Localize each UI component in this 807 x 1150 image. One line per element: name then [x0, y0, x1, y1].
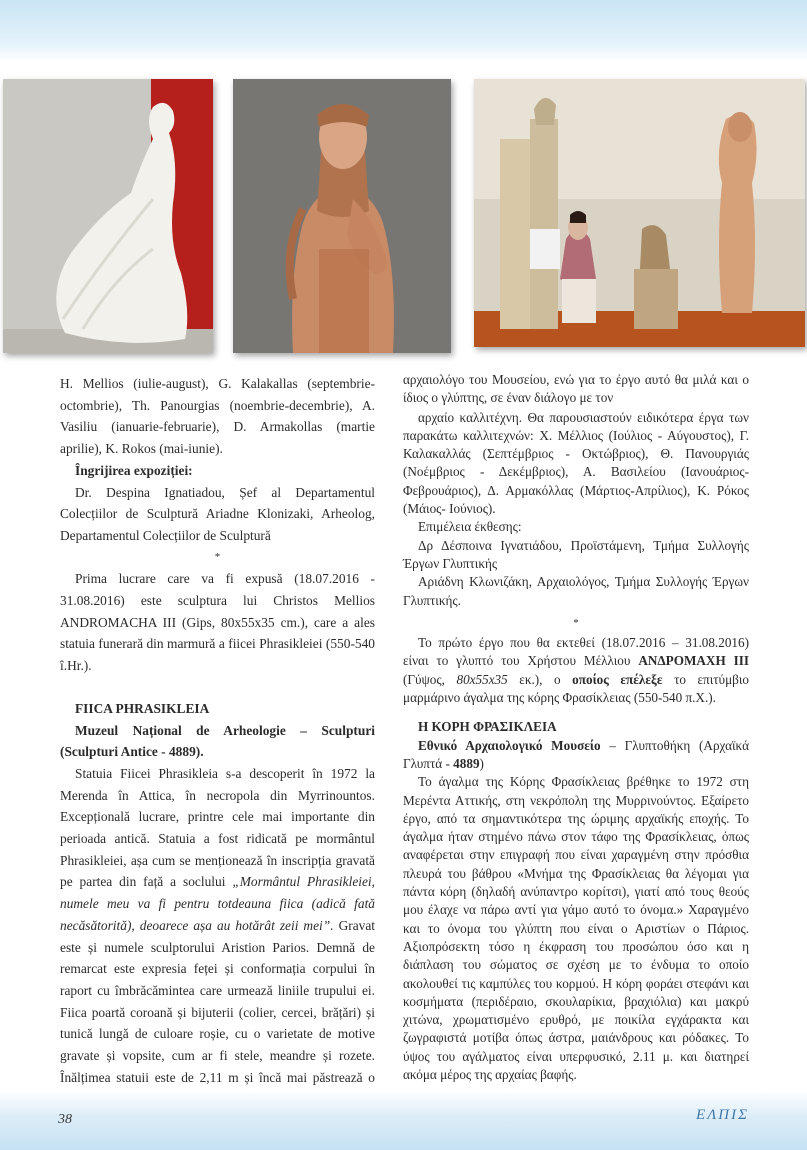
page-number: 38	[58, 1112, 72, 1127]
care-heading-el: Επιμέλεια έκθεσης:	[418, 519, 522, 535]
care-text-el-2: Αριάδνη Κλωνιζάκη, Αρχαιολόγος, Τμήμα Συλλογής Έργων Γλυπτικής.	[403, 574, 749, 608]
title-el: Η ΚΟΡΗ ΦΡΑΣΙΚΛΕΙΑ	[418, 719, 557, 735]
care-heading-ro: Îngrijirea expoziției:	[75, 462, 193, 478]
greek-intro: αρχαιολόγο του Μουσείου, ενώ για το έργο αυτό θα μιλά και ο ίδιος ο γλύπτης, σε έναν διάλογο με τον	[403, 372, 749, 406]
top-decorative-band	[0, 0, 807, 62]
photo-kore-statue	[233, 79, 451, 353]
care-text-ro: Dr. Despina Ignatiadou, Șef al Departamentul Colecțiilor de Sculptură Ariadne Klonizaki, Arheolog, Departamentul Colecțiilor de Sculptură	[60, 484, 375, 543]
magazine-title: ΕΛΠΙΣ	[696, 1107, 749, 1123]
separator-star-ro: *	[214, 550, 221, 563]
photo-white-sculpture	[3, 79, 213, 353]
title-ro: FIICA PHRASIKLEIA	[75, 700, 210, 716]
museum-ro: Muzeul Național de Arheologie – Sculpturi (Sculpturi Antice - 4889).	[60, 722, 375, 760]
greek-column	[403, 371, 749, 1084]
body-ro: Statuia Fiicei Phrasikleia s-a descoperit în 1972 la Merenda în Attica, în necropola din Myrrinountos. Excepțională lucrare, printre cele mai importante din perioada antică. Statuia a fost ridicată pe mormântul Phrasikleiei, așa cum se menționează în inscripția gravată pe partea din față a soclului „Mormântul Phrasikleiei, numele meu va fi pentru totdeauna fiica (adică fată necăsătorită), deoarece așa au hotărât zeii mei”. Gravat este și numele sculptorului Aristion Parios. Demnă de remarcat este expresia feței și conformația corpului în raport cu îmbrăcămintea care urmează liniile trupului ei. Fiica poartă coroană și bijuterii (colier, cercei, brățări) și tunică lungă de culoare roșie, cu o varietate de motive gravate și vopsite, cum ar fi stele, meandre și rozete. Înălțimea statuii este de 2,11 m și încă mai păstrează o	[60, 765, 376, 1085]
artists-schedule-ro: H. Mellios (iulie-august), G. Kalakallas (septembrie-octombrie), Th. Panourgias (noembrie-decembrie), A. Vasiliu (ianuarie-februarie), D. Armakollas (martie aprilie), K. Rokos (mai-iunie).	[60, 376, 375, 457]
museum-el: Εθνικό Αρχαιολογικό Μουσείο – Γλυπτοθήκη (Αρχαϊκά Γλυπτά - 4889)	[403, 737, 749, 771]
care-text-el-1: Δρ Δέσποινα Ιγνατιάδου, Προϊστάμενη, Τμήμα Συλλογής Έργων Γλυπτικής	[403, 537, 749, 571]
separator-star-el: *	[573, 616, 579, 629]
first-work-el: Το πρώτο έργο που θα εκτεθεί (18.07.2016 – 31.08.2016) είναι το γλυπτό του Χρήστου Μέλλιου ΑΝΔΡΟΜΑΧΗ ΙΙΙ (Γύψος, 80x55x35 εκ.), ο οποίος επέλεξε το επιτύμβιο μαρμάρινο άγαλμα της κόρης Φρασίκλειας (550-540 π.Χ.).	[403, 635, 750, 706]
artists-schedule-el: αρχαίο καλλιτέχνη. Θα παρουσιαστούν ειδικότερα έργα των παρακάτω καλλιτεχνών: Χ. Μέλλιος (Ιούλιος - Αύγουστος), Γ. Καλακαλλάς (Σεπτέμβριος - Οκτώβριος), Θ. Πανουργιάς (Νοέμβριος - Δεκέμβριος), Α. Βασιλείου (Ιανουάριος- Φεβρουάριος), Δ. Αρμακόλλας (Μάρτιος-Απρίλιος), Κ. Ρόκος (Μάιος- Ιούνιος).	[403, 409, 749, 517]
bottom-decorative-band	[0, 1090, 807, 1150]
first-work-ro: Prima lucrare care va fi expusă (18.07.2016 - 31.08.2016) este sculptura lui Christos Mellios ANDROMACHA III (Gips, 80x55x35 cm.), care a ales statuia funerară din marmură a fiicei Phrasikleiei (550-540 î.Hr.).	[60, 571, 375, 674]
photo-museum-presentation	[474, 79, 805, 347]
body-el: Το άγαλμα της Κόρης Φρασίκλειας βρέθηκε το 1972 στη Μερέντα Αττικής, στη νεκρόπολη της Μυρρινούντος. Εξαίρετο έργο, από τα σημαντικότερα της ώριμης αρχαϊκής εποχής. Το άγαλμα ήταν στημένο πάνω στον τάφο της Φρασίκλειας, όπως αναφέρεται στην επιγραφή που είναι χαραγμένη στην πρόσθια πλευρά του βάθρου «Μνήμα της Φρασίκλειας θα λέγομαι για πάντα κόρη (δηλαδή ανύπαντρο κορίτσι), γιατί από τους θεούς μου έλαχε να πάρω αντί για γάμο αυτό το όνομα.» Χαραγμένο και το όνομα του γλύπτη που είναι ο Αριστίων ο Πάριος. Αξιοπρόσεκτη τόσο η έκφραση του προσώπου όσο και η διάπλαση του σώματος σε σχέση με το ένδυμα το οποίο ακολουθεί τις καμπύλες του κορμού. Η κόρη φοράει στεφάνι και κοσμήματα (περιδέραιο, σκουλαρίκια, βραχιόλια) και μακρύ χιτώνα, χρωματισμένο ερυθρό, με ποικίλα εγχάρακτα και ζωγραφιστά μοτίβα όπως άστρα, μαιάνδρους και ρόδακες. Το ύψος του αγάλματος είναι υπερφυσικό, 2.11 μ. και διατηρεί ακόμα μέρος της αρχαίας βαφής.	[403, 774, 749, 1082]
inscription-ro: „Mormântul Phrasikleiei, numele meu va fi pentru totdeauna fiica (adică fată necăsătorită), deoarece așa au hotărât zeii mei”.	[60, 874, 375, 933]
romanian-column	[60, 373, 375, 1110]
